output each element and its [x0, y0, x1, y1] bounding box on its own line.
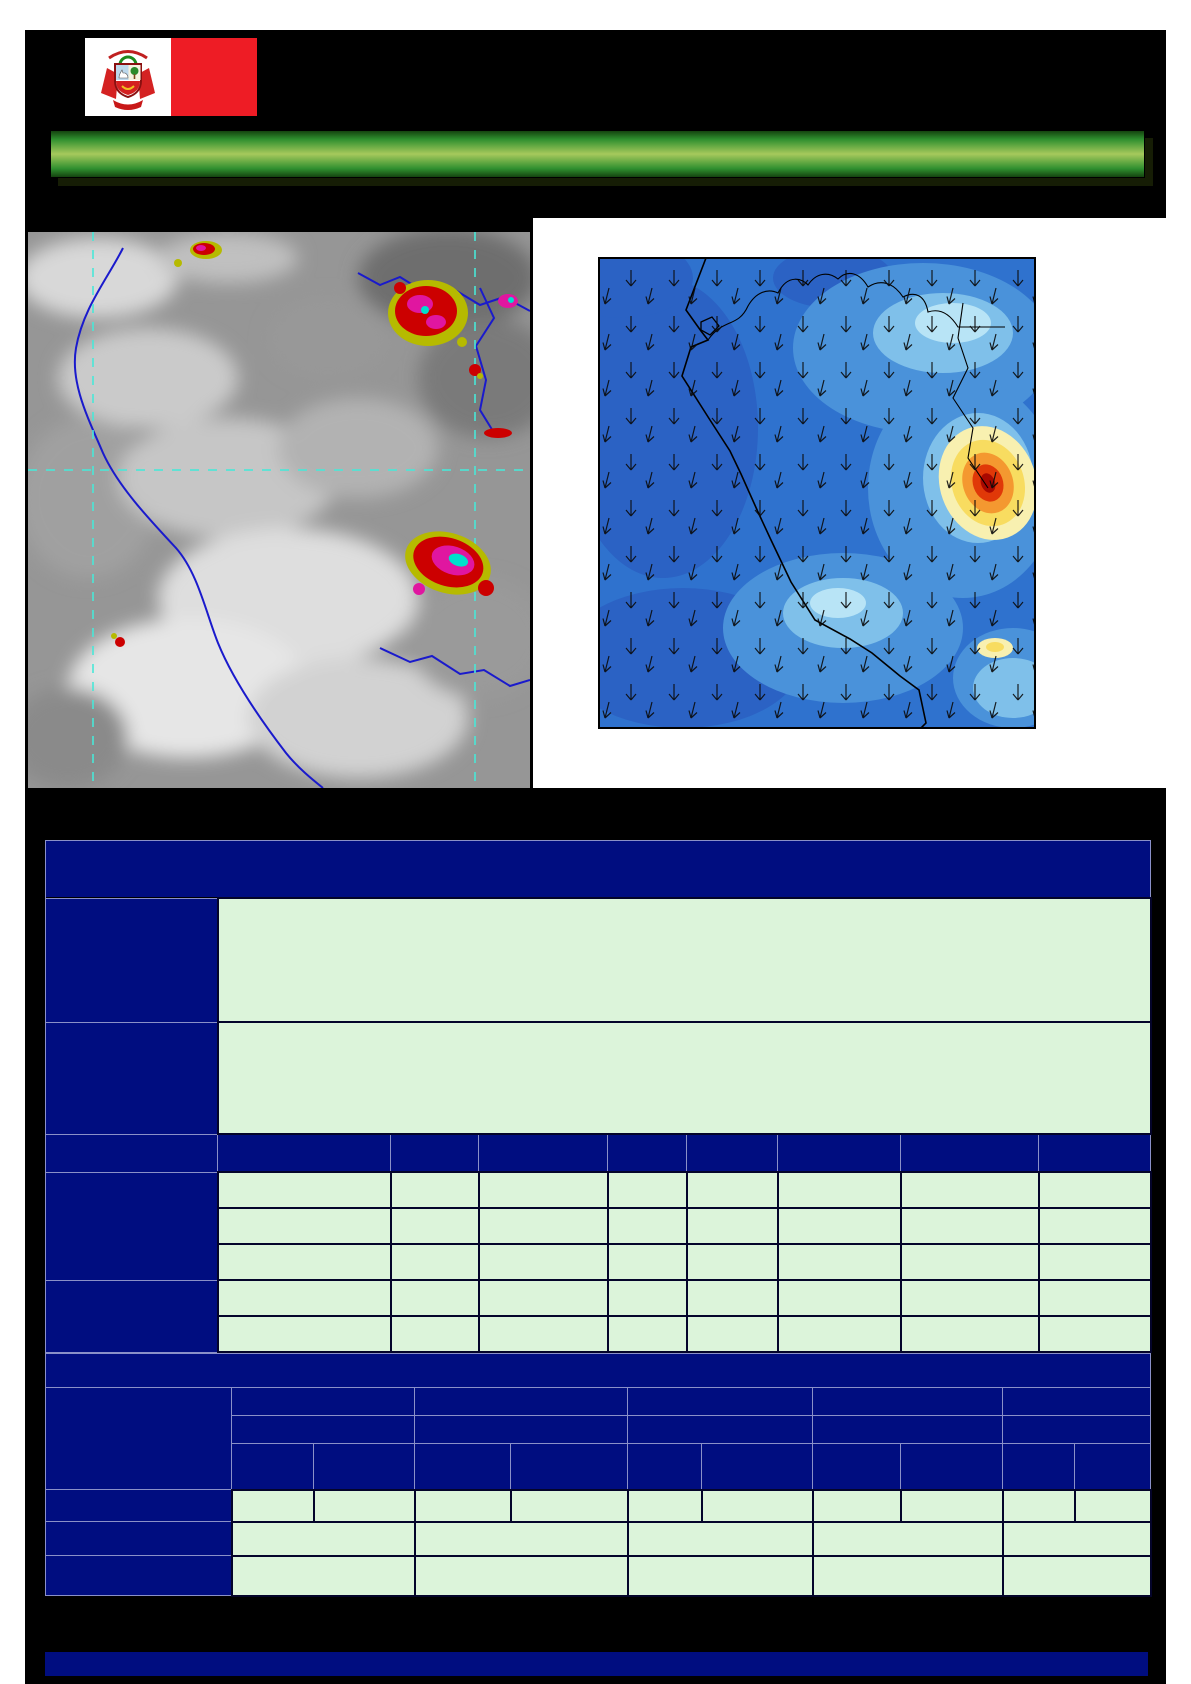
level-value: [901, 1490, 1003, 1522]
peru-coat-of-arms-logo: [85, 38, 171, 116]
col-header-temperatura: [218, 1134, 391, 1172]
temp-value: [687, 1280, 778, 1316]
level-value: [628, 1490, 702, 1522]
temp-value: [479, 1280, 608, 1316]
day-label-martes15: [46, 1172, 218, 1280]
temp-value: [608, 1316, 687, 1352]
level-value: [1003, 1490, 1075, 1522]
nivel-normal-header: [1075, 1444, 1151, 1490]
temp-value: [391, 1280, 479, 1316]
behavior-value: [415, 1522, 628, 1556]
level-value: [813, 1490, 901, 1522]
city-header: [1039, 1134, 1151, 1172]
rain-value: [608, 1244, 687, 1280]
temp-value: [391, 1172, 479, 1208]
forecast-temperature-table: [45, 840, 1152, 1353]
level-value: [232, 1490, 314, 1522]
trend-value: [628, 1556, 813, 1596]
metric-label: [218, 1244, 391, 1280]
temp-value: [1039, 1280, 1151, 1316]
tomorrow-forecast-text: [218, 1022, 1151, 1134]
river-station: [232, 1416, 415, 1444]
nivel-actual-header: [232, 1444, 314, 1490]
rain-value: [778, 1244, 901, 1280]
satellite-graphic: [28, 218, 530, 788]
temp-value: [391, 1316, 479, 1352]
temp-value: [479, 1172, 608, 1208]
trend-value: [813, 1556, 1003, 1596]
temp-value: [687, 1208, 778, 1244]
rain-value: [1039, 1244, 1151, 1280]
temp-value: [778, 1280, 901, 1316]
rain-value: [687, 1244, 778, 1280]
temp-value: [901, 1316, 1039, 1352]
isotachs-map: [533, 218, 1166, 788]
river-station: [813, 1416, 1003, 1444]
row-label-tendencia: [46, 1556, 232, 1596]
nivel-normal-header: [314, 1444, 415, 1490]
trend-value: [415, 1556, 628, 1596]
footer-bar: [45, 1652, 1148, 1676]
metric-label: [218, 1280, 391, 1316]
temp-value: [391, 1208, 479, 1244]
river-station: [415, 1416, 628, 1444]
city-header: [479, 1134, 608, 1172]
satellite-image: [28, 218, 530, 788]
temp-value: [901, 1172, 1039, 1208]
nivel-actual-header: [1003, 1444, 1075, 1490]
level-value: [314, 1490, 415, 1522]
city-header: [687, 1134, 778, 1172]
rain-value: [901, 1244, 1039, 1280]
river-name: [1003, 1388, 1151, 1416]
wind-arrows: [599, 258, 1035, 728]
temp-value: [687, 1316, 778, 1352]
temp-value: [778, 1172, 901, 1208]
temp-value: [1039, 1172, 1151, 1208]
level-value: [415, 1490, 511, 1522]
day-label-miercoles16: [46, 1280, 218, 1352]
city-header: [778, 1134, 901, 1172]
today-label: [46, 898, 218, 1022]
temp-value: [608, 1172, 687, 1208]
metric-label: [218, 1172, 391, 1208]
river-name: [415, 1388, 628, 1416]
trend-value: [1003, 1556, 1151, 1596]
temp-value: [687, 1172, 778, 1208]
temp-value: [901, 1280, 1039, 1316]
metric-label: [218, 1316, 391, 1352]
nivel-normal-header: [511, 1444, 628, 1490]
nivel-normal-header: [901, 1444, 1003, 1490]
river-name: [813, 1388, 1003, 1416]
trend-value: [232, 1556, 415, 1596]
behavior-value: [813, 1522, 1003, 1556]
level-value: [702, 1490, 813, 1522]
city-header: [608, 1134, 687, 1172]
situation-label: [46, 1388, 232, 1490]
river-station: [628, 1416, 813, 1444]
temp-value: [1039, 1208, 1151, 1244]
nivel-actual-header: [628, 1444, 702, 1490]
behavior-value: [232, 1522, 415, 1556]
temp-value: [479, 1316, 608, 1352]
level-value: [1075, 1490, 1151, 1522]
river-name: [232, 1388, 415, 1416]
isotachs-panel: [533, 218, 1166, 788]
forecast-tables: [45, 840, 1150, 1597]
behavior-value: [628, 1522, 813, 1556]
page-title-banner: [50, 130, 1145, 178]
coat-of-arms-icon: [85, 38, 171, 116]
river-station: [1003, 1416, 1151, 1444]
temp-value: [479, 1208, 608, 1244]
city-header: [391, 1134, 479, 1172]
temp-value: [901, 1208, 1039, 1244]
rain-value: [479, 1244, 608, 1280]
temp-value: [608, 1208, 687, 1244]
hydrology-table: [45, 1353, 1152, 1597]
row-label-comportamiento: [46, 1522, 232, 1556]
document-canvas: [25, 30, 1166, 1684]
nivel-actual-header: [415, 1444, 511, 1490]
metric-label: [218, 1208, 391, 1244]
today-forecast-text: [218, 898, 1151, 1022]
nivel-normal-header: [702, 1444, 813, 1490]
tomorrow-label: [46, 1022, 218, 1134]
temp-value: [608, 1280, 687, 1316]
forecast-title: [46, 841, 1151, 899]
city-header: [901, 1134, 1039, 1172]
col-header-fecha: [46, 1134, 218, 1172]
hydrology-title: [46, 1354, 1151, 1388]
level-value: [511, 1490, 628, 1522]
river-name: [628, 1388, 813, 1416]
row-label-martes: [46, 1490, 232, 1522]
temp-value: [778, 1316, 901, 1352]
temp-value: [778, 1208, 901, 1244]
temp-value: [1039, 1316, 1151, 1352]
rain-value: [391, 1244, 479, 1280]
peru-brand-label: [171, 38, 257, 116]
nivel-actual-header: [813, 1444, 901, 1490]
behavior-value: [1003, 1522, 1151, 1556]
